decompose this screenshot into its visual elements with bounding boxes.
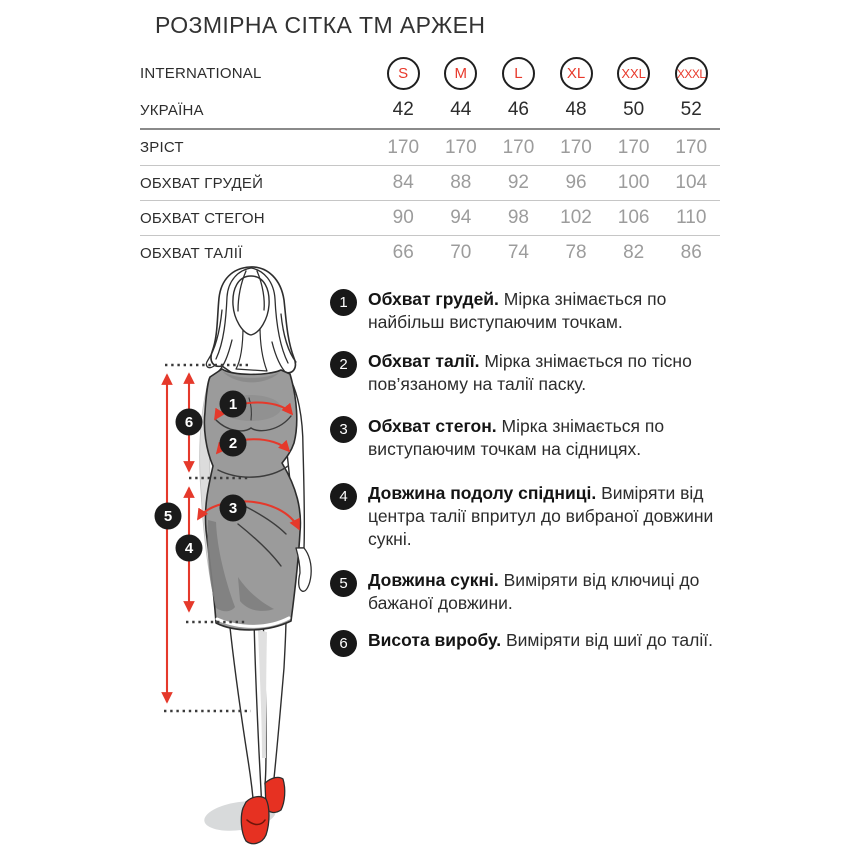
legend-term-5: Довжина сукні.	[368, 570, 499, 590]
marker-3: 3	[228, 500, 238, 517]
leg-shading	[258, 630, 267, 758]
legend-number-2: 2	[330, 351, 357, 378]
legend-term-2: Обхват талії.	[368, 351, 480, 371]
legend-number-4: 4	[330, 483, 357, 510]
legend-number-3: 3	[330, 416, 357, 443]
figure-illustration	[150, 262, 330, 850]
legend-number-5: 5	[330, 570, 357, 597]
size-badge-s: S	[387, 57, 420, 90]
legend-desc-4: Виміряти від центра талії впритул до вибраної довжини сукні.	[368, 483, 714, 549]
marker-4: 4	[184, 540, 194, 557]
legend-item-3	[330, 415, 725, 461]
size-badge-m: M	[444, 57, 477, 90]
size-badge-l: L	[502, 57, 535, 90]
table-row-height: ЗРІСТ 170 170 170 170 170 170	[140, 130, 720, 166]
legend-desc-3: Мірка знімається по виступаючим точкам на сідницях.	[368, 416, 665, 459]
row-label-international: INTERNATIONAL	[140, 65, 262, 82]
legend-term-3: Обхват стегон.	[368, 416, 497, 436]
legend-item-1	[330, 288, 725, 334]
page-title: РОЗМІРНА СІТКА ТМ АРЖЕН	[155, 12, 486, 38]
woman-drawing	[200, 267, 311, 844]
size-table	[140, 55, 720, 270]
marker-2: 2	[228, 435, 238, 452]
legend-term-6: Висота виробу.	[368, 630, 502, 650]
size-badge-xxl: XXL	[617, 57, 650, 90]
table-row-hips: ОБХВАТ СТЕГОН 90 94 98 102 106 110	[140, 201, 720, 236]
red-shoes	[241, 777, 284, 843]
legend-term-4: Довжина подолу спідниці.	[368, 483, 597, 503]
size-badge-xl: XL	[560, 57, 593, 90]
table-row-waist: ОБХВАТ ТАЛІЇ 66 70 74 78 82 86	[140, 242, 702, 263]
legend-item-5	[330, 569, 725, 615]
legend-desc-5: Виміряти від ключиці до бажаної довжини.	[368, 570, 700, 613]
legend-number-1: 1	[330, 289, 357, 316]
legend-desc-2: Мірка знімається по тісно пов’язаному на талії паску.	[368, 351, 692, 394]
table-row-ukraine: УКРАЇНА 42 44 46 48 50 52	[140, 92, 720, 130]
table-row-chest: ОБХВАТ ГРУДЕЙ 84 88 92 96 100 104	[140, 166, 720, 201]
legend-desc-6: Виміряти від шиї до талії.	[505, 630, 713, 650]
size-badge-xxxl: XXXL	[675, 57, 708, 90]
legend-item-6	[330, 629, 725, 657]
marker-1: 1	[228, 396, 238, 413]
legend-desc-1: Мірка знімається по найбільш виступаючим точкам.	[368, 289, 667, 332]
legend-term-1: Обхват грудей.	[368, 289, 499, 309]
right-hand	[296, 548, 311, 591]
legend-number-6: 6	[330, 630, 357, 657]
row-label-ukraine: УКРАЇНА	[140, 101, 204, 119]
marker-6: 6	[184, 414, 194, 431]
left-leg	[229, 618, 262, 810]
legend-item-2	[330, 350, 725, 396]
legend-item-4	[330, 482, 725, 551]
marker-5: 5	[163, 508, 173, 525]
table-row-international	[140, 55, 720, 92]
